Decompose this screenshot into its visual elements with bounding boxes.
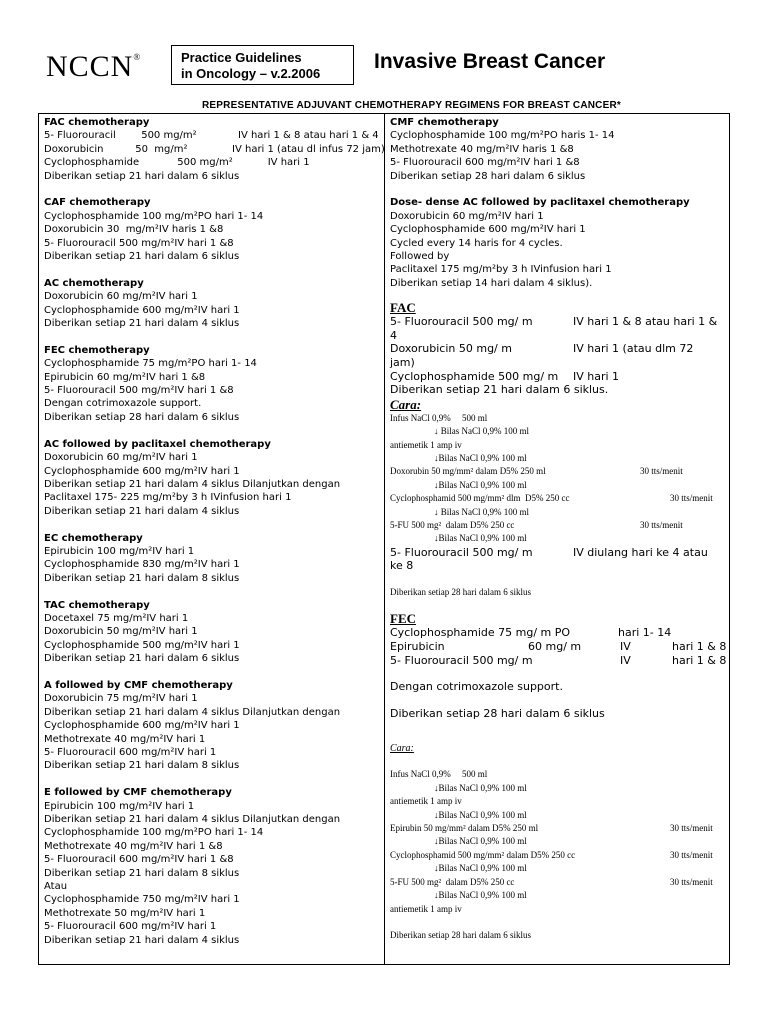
document-header — [0, 0, 768, 118]
cara-step: Cyclophosphamid 500 mg/mm² dalam D5% 250 cc 30 tts/menit — [390, 849, 713, 860]
column-divider — [384, 114, 385, 964]
cara-step: Epirubin 50 mg/mm² dalam D5% 250 ml 30 tts/menit — [390, 823, 713, 834]
regimen-line: Cycled every 14 haris for 4 cycles. — [390, 237, 563, 249]
cara-heading: Cara: — [390, 396, 422, 412]
regimen-line: 5- Fluorouracil 500 mg/m²IV hari 1 &8 — [44, 237, 234, 249]
regimen-line: Epirubicin 100 mg/m²IV hari 1 — [44, 545, 195, 557]
fac-row: 5- Fluorouracil 500 mg/ m IV diulang hari ke 4 atau — [390, 545, 708, 559]
regimen-line: Methotrexate 40 mg/m²IV hari 1 — [44, 733, 206, 745]
regimen-line: Atau — [44, 881, 68, 893]
regimen-block — [44, 344, 380, 424]
regimen-line: 5- Fluorouracil 500 mg/m²IV hari 1 &8 — [44, 385, 234, 397]
regimen-title: TAC chemotherapy — [44, 599, 150, 611]
fec-row: Dengan cotrimoxazole support. — [390, 680, 563, 694]
regimen-line: Diberikan setiap 21 hari dalam 4 siklus — [44, 934, 240, 946]
regimen-line: Doxorubicin 60 mg/m²IV hari 1 — [44, 452, 198, 464]
nccn-logo: NCCN® — [46, 50, 142, 83]
regimen-line: 5- Fluorouracil 500 mg/m² IV hari 1 & 8 atau hari 1 & 4 — [44, 130, 379, 142]
regimen-line: Epirubicin 100 mg/m²IV hari 1 — [44, 800, 195, 812]
regimen-line: 5- Fluorouracil 600 mg/m²IV hari 1 — [44, 921, 217, 933]
regimen-block — [44, 786, 380, 947]
regimen-line: Diberikan setiap 28 hari dalam 6 siklus — [44, 411, 240, 423]
regimen-line: Paclitaxel 175 mg/m²by 3 h IVinfusion hari 1 — [390, 264, 612, 276]
cara-step: ↓Bilas NaCl 0,9% 100 ml — [434, 836, 527, 847]
regimen-line: Diberikan setiap 28 hari dalam 6 siklus — [390, 170, 586, 182]
cara-step: 5-FU 500 mg² dalam D5% 250 cc 30 tts/menit — [390, 876, 713, 887]
left-column — [44, 116, 385, 960]
regimen-line: Doxorubicin 30 mg/m²IV haris 1 &8 — [44, 224, 224, 236]
regimen-line: Diberikan setiap 21 hari dalam 8 siklus — [44, 867, 240, 879]
regimen-title: FEC chemotherapy — [44, 344, 150, 356]
fec-row: Diberikan setiap 28 hari dalam 6 siklus — [390, 706, 605, 720]
cara-step: Diberikan setiap 28 hari dalam 6 siklus — [390, 587, 531, 598]
regimen-line: Methotrexate 40 mg/m²IV haris 1 &8 — [390, 143, 574, 155]
regimen-line: Cyclophosphamide 600 mg/m²IV hari 1 — [44, 720, 240, 732]
regimen-title: CAF chemotherapy — [44, 197, 151, 209]
regimen-line: Cyclophosphamide 600 mg/m²IV hari 1 — [44, 465, 240, 477]
regimen-title: FAC chemotherapy — [44, 117, 150, 128]
regimen-line: Methotrexate 40 mg/m²IV hari 1 &8 — [44, 840, 223, 852]
regimen-line: Doxorubicin 75 mg/m²IV hari 1 — [44, 693, 198, 705]
regimen-line: Doxorubicin 60 mg/m²IV hari 1 — [44, 291, 198, 303]
regimen-line: Doxorubicin 60 mg/m²IV hari 1 — [390, 210, 544, 222]
guidelines-box — [171, 45, 354, 85]
regimen-table — [38, 113, 730, 965]
fac-section — [390, 300, 728, 599]
regimen-line: 5- Fluorouracil 600 mg/m²IV hari 1 &8 — [44, 854, 234, 866]
regimen-title: A followed by CMF chemotherapy — [44, 679, 233, 691]
cara-step: ↓Bilas NaCl 0,9% 100 ml — [434, 863, 527, 874]
regimen-block — [44, 438, 380, 518]
regimen-title: Dose- dense AC followed by paclitaxel chemotherapy — [390, 197, 690, 209]
cara-step: ↓Bilas NaCl 0,9% 100 ml — [434, 453, 527, 464]
fac-row-cont: ke 8 — [390, 559, 414, 573]
page-title: Invasive Breast Cancer — [374, 50, 606, 73]
guidelines-line-2: in Oncology – v.2.2006 — [181, 66, 321, 81]
regimen-line: Diberikan setiap 21 hari dalam 6 siklus — [44, 653, 240, 665]
cara-step: Doxorubin 50 mg/mm² dalam D5% 250 ml 30 tts/menit — [390, 466, 683, 477]
regimen-line: Methotrexate 50 mg/m²IV hari 1 — [44, 907, 206, 919]
regimen-title: CMF chemotherapy — [390, 117, 499, 128]
regimen-line: Doxorubicin 50 mg/m²IV hari 1 — [44, 626, 198, 638]
regimen-block — [44, 196, 380, 263]
regimen-line: Diberikan setiap 14 hari dalam 4 siklus). — [390, 277, 593, 289]
regimen-line: Diberikan setiap 21 hari dalam 8 siklus — [44, 760, 240, 772]
cara-step: ↓Bilas NaCl 0,9% 100 ml — [434, 479, 527, 490]
regimen-line: Cyclophosphamide 750 mg/m²IV hari 1 — [44, 894, 240, 906]
regimen-line: Diberikan setiap 21 hari dalam 6 siklus — [44, 170, 240, 182]
regimen-line: Diberikan setiap 21 hari dalam 4 siklus Dilanjutkan dengan — [44, 814, 341, 825]
regimen-line: Epirubicin 60 mg/m²IV hari 1 &8 — [44, 371, 206, 383]
fec-row: Epirubicin 60 mg/ m IV hari 1 & 8 — [390, 640, 727, 654]
regimen-title: E followed by CMF chemotherapy — [44, 787, 232, 799]
regimen-line: Doxorubicin 50 mg/m² IV hari 1 (atau dl infus 72 jam) — [44, 143, 385, 155]
regimen-line: Diberikan setiap 21 hari dalam 6 siklus — [44, 251, 240, 263]
regimen-line: Cyclophosphamide 500 mg/m² IV hari 1 — [44, 157, 310, 169]
regimen-block — [390, 196, 728, 290]
cara-step: Infus NaCl 0,9% 500 ml — [390, 769, 488, 780]
regimen-line: 5- Fluorouracil 600 mg/m²IV hari 1 &8 — [390, 157, 580, 169]
cara-step: Diberikan setiap 28 hari dalam 6 siklus — [390, 929, 531, 940]
fec-row: Cyclophosphamide 75 mg/ m PO hari 1- 14 — [390, 626, 672, 640]
regimen-block — [44, 679, 380, 773]
regimen-line: Cyclophosphamide 500 mg/m²IV hari 1 — [44, 639, 240, 651]
regimen-line: Cyclophosphamide 830 mg/m²IV hari 1 — [44, 559, 240, 571]
regimen-line: Cyclophosphamide 100 mg/m²PO hari 1- 14 — [44, 210, 264, 222]
regimen-line: Docetaxel 75 mg/m²IV hari 1 — [44, 612, 189, 624]
fec-title: FEC — [390, 611, 416, 627]
regimen-line: Dengan cotrimoxazole support. — [44, 398, 202, 410]
regimen-line: Cyclophosphamide 100 mg/m²PO hari 1- 14 — [44, 827, 264, 839]
regimen-line: Diberikan setiap 21 hari dalam 4 siklus — [44, 505, 240, 517]
fac-row: Diberikan setiap 21 hari dalam 6 siklus. — [390, 383, 609, 397]
regimen-block — [44, 532, 380, 586]
regimen-line: 5- Fluorouracil 600 mg/m²IV hari 1 — [44, 746, 217, 758]
fac-row: Cyclophosphamide 500 mg/ m IV hari 1 — [390, 369, 620, 383]
regimen-line: Paclitaxel 175- 225 mg/m²by 3 h IVinfusion hari 1 — [44, 492, 292, 504]
cara-step: ↓Bilas NaCl 0,9% 100 ml — [434, 890, 527, 901]
regimen-block — [44, 116, 385, 183]
regimen-title: AC followed by paclitaxel chemotherapy — [44, 438, 271, 450]
regimen-line: Diberikan setiap 21 hari dalam 4 siklus Dilanjutkan dengan — [44, 706, 341, 718]
cara-step: 5-FU 500 mg² dalam D5% 250 cc 30 tts/menit — [390, 520, 683, 531]
page-subtitle: REPRESENTATIVE ADJUVANT CHEMOTHERAPY REGIMENS FOR BREAST CANCER* — [202, 100, 621, 111]
fac-row-cont: 4 — [390, 328, 397, 342]
regimen-line: Cyclophosphamide 600 mg/m²IV hari 1 — [390, 224, 586, 236]
guidelines-line-1: Practice Guidelines — [181, 50, 302, 65]
right-column — [390, 116, 728, 942]
regimen-line: Cyclophosphamide 600 mg/m²IV hari 1 — [44, 304, 240, 316]
regimen-line: Diberikan setiap 21 hari dalam 8 siklus — [44, 572, 240, 584]
regimen-block — [390, 116, 728, 183]
regimen-title: EC chemotherapy — [44, 532, 143, 544]
regimen-title: AC chemotherapy — [44, 277, 144, 289]
regimen-block — [44, 599, 380, 666]
regimen-line: Diberikan setiap 21 hari dalam 4 siklus — [44, 318, 240, 330]
cara-step: ↓Bilas NaCl 0,9% 100 ml — [434, 782, 527, 793]
regimen-line: Diberikan setiap 21 hari dalam 4 siklus Dilanjutkan dengan — [44, 478, 341, 490]
cara-step: ↓ Bilas NaCl 0,9% 100 ml — [434, 506, 529, 517]
cara-step: ↓ Bilas NaCl 0,9% 100 ml — [434, 426, 529, 437]
regimen-line: Followed by — [390, 251, 450, 263]
cara-step: antiemetik 1 amp iv — [390, 439, 462, 450]
cara-step: Infus NaCl 0,9% 500 ml — [390, 412, 488, 423]
fec-section — [390, 611, 728, 942]
fac-row-cont: jam) — [390, 356, 415, 370]
regimen-line: Cyclophosphamide 100 mg/m²PO haris 1- 14 — [390, 130, 615, 142]
fac-title: FAC — [390, 300, 416, 316]
regimen-block — [44, 277, 380, 331]
cara-step: ↓Bilas NaCl 0,9% 100 ml — [434, 809, 527, 820]
cara-heading: Cara: — [390, 743, 414, 755]
fec-row: 5- Fluorouracil 500 mg/ m IV hari 1 & 8 — [390, 653, 727, 667]
cara-step: antiemetik 1 amp iv — [390, 903, 462, 914]
cara-step: antiemetik 1 amp iv — [390, 796, 462, 807]
regimen-line: Cyclophosphamide 75 mg/m²PO hari 1- 14 — [44, 358, 257, 370]
fac-row: 5- Fluorouracil 500 mg/ m IV hari 1 & 8 atau hari 1 & — [390, 315, 718, 329]
fac-row: Doxorubicin 50 mg/ m IV hari 1 (atau dlm 72 — [390, 342, 694, 356]
cara-step: ↓Bilas NaCl 0,9% 100 ml — [434, 533, 527, 544]
cara-step: Cyclophosphamid 500 mg/mm² dlm D5% 250 cc 30 tts/menit — [390, 493, 713, 504]
